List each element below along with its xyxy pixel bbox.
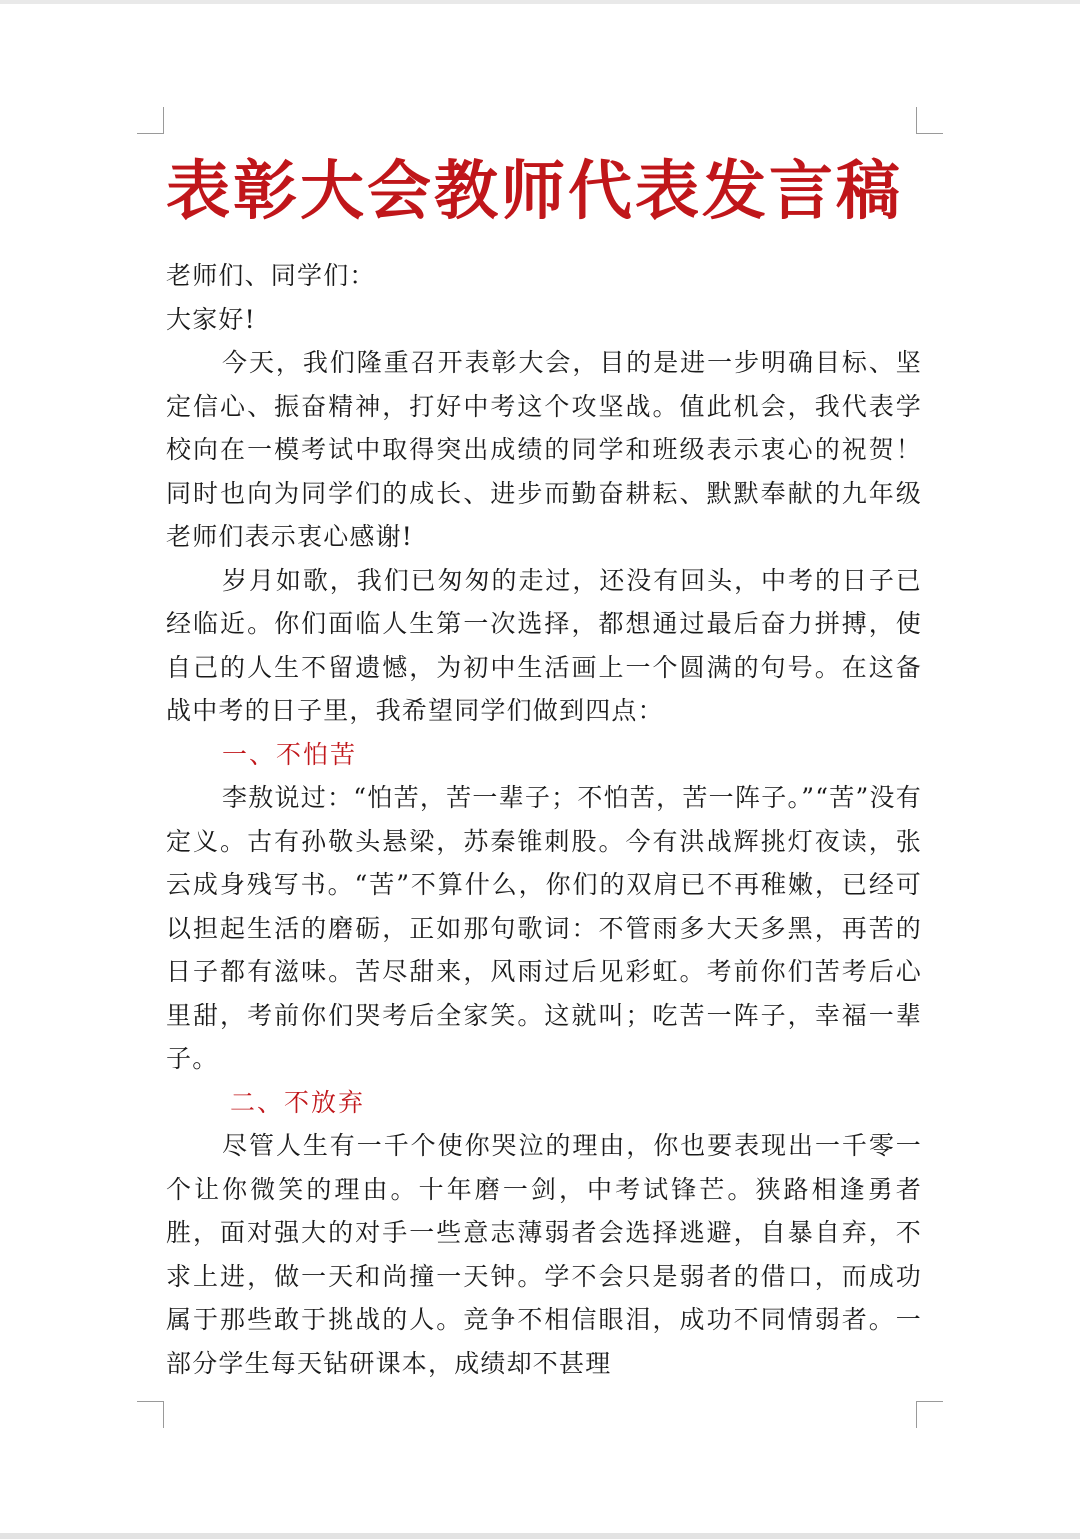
paragraph-time: 岁月如歌，我们已匆匆的走过，还没有回头，中考的日子已经临近。你们面临人生第一次选择，都想通过最后奋力拼搏，使自己的人生不留遗憾，为初中生活画上一个圆满的句号。在这备战中考的日子里，我希望同学们做到四点： <box>166 565 922 725</box>
margin-corner-top-right <box>916 107 943 134</box>
margin-corner-bottom-left <box>137 1401 164 1428</box>
margin-corner-bottom-right <box>916 1401 943 1428</box>
section-heading-1: 一、不怕苦 <box>222 739 358 769</box>
salutation: 老师们、同学们： <box>166 261 376 290</box>
document-body <box>166 254 922 1385</box>
section-text-2: 尽管人生有一千个使你哭泣的理由，你也要表现出一千零一个让你微笑的理由。十年磨一剑，中考试锋芒。狭路相逢勇者胜，面对强大的对手一些意志薄弱者会选择逃避，自暴自弃，不求上进，做一天和尚撞一天钟。学不会只是弱者的借口，而成功属于那些敢于挑战的人。竞争不相信眼泪，成功不同情弱者。一部分学生每天钻研课本，成绩却不甚理 <box>166 1131 922 1378</box>
paragraph-intro: 今天，我们隆重召开表彰大会，目的是进一步明确目标、坚定信心、振奋精神，打好中考这个攻坚战。值此机会，我代表学校向在一模考试中取得突出成绩的同学和班级表示衷心的祝贺！同时也向为同学们的成长、进步而勤奋耕耘、默默奉献的九年级老师们表示衷心感谢! <box>166 348 922 551</box>
margin-corner-top-left <box>137 107 164 134</box>
greeting: 大家好! <box>166 304 256 334</box>
section-heading-2: 二、不放弃 <box>230 1087 366 1117</box>
document-title: 表彰大会教师代表发言稿 <box>166 154 903 229</box>
section-text-1: 李敖说过：“怕苦，苦一辈子；不怕苦，苦一阵子。”“苦”没有定义。古有孙敬头悬梁，苏秦锥刺股。今有洪战辉挑灯夜读，张云成身残写书。“苦”不算什么，你们的双肩已不再稚嫩，已经可以担起生活的磨砺，正如那句歌词：不管雨多大天多黑，再苦的日子都有滋味。苦尽甜来，风雨过后见彩虹。考前你们苦考后心里甜，考前你们哭考后全家笑。这就叫；吃苦一阵子，幸福一辈子。 <box>166 783 922 1073</box>
page-top-edge <box>0 0 1080 4</box>
page-bottom-edge <box>0 1533 1080 1539</box>
